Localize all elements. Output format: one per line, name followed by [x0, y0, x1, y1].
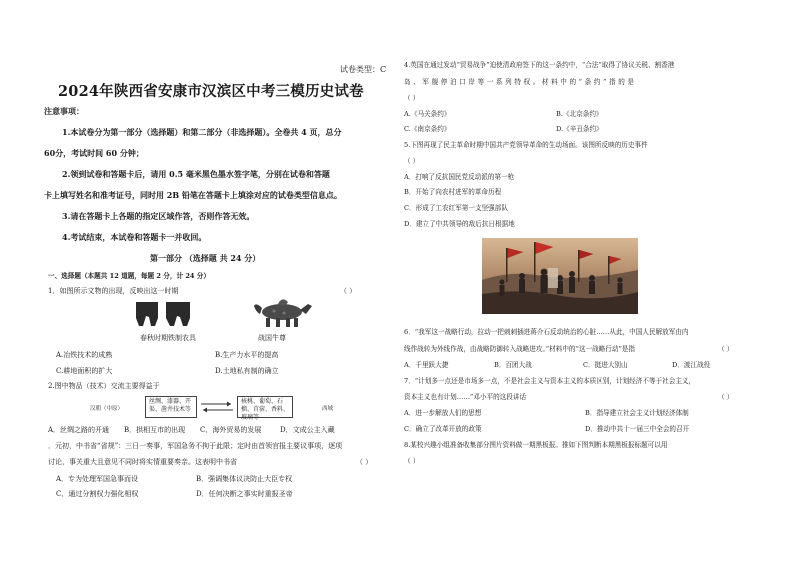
iron-tools-image	[130, 298, 200, 332]
section-heading: 一、选择题（本题共 12 道题，每题 2 分，计 24 分）	[48, 272, 210, 280]
q7-option-c[interactable]: C．确立了改革开放的政策	[404, 425, 482, 433]
q5-option-c[interactable]: C．形成了工农红军第一支坚强部队	[404, 204, 508, 212]
q2-option-c[interactable]: C．海外贸易的发展	[200, 426, 262, 434]
q6-line-2: 线作战转为外线作战，由战略防御转入战略进攻。”材料中的“这一战略行动”是指	[404, 345, 635, 353]
q3-option-c[interactable]: C．通过分割权力强化相权	[56, 490, 139, 498]
q7-option-a[interactable]: A．进一步解放人们的思想	[404, 409, 482, 417]
exam-type-label: 试卷类型：C	[340, 65, 387, 74]
q4-option-c[interactable]: C.《南京条约》	[404, 125, 451, 133]
q2-option-a[interactable]: A．丝绸之路的开通	[48, 426, 110, 434]
note-2a: 2.领到试卷和答题卡后，请用 0.5 毫米黑色墨水签字笔，分别在试卷和答题	[62, 169, 330, 179]
q5-option-d[interactable]: D．建立了中共领导的敌后抗日根据地	[404, 220, 515, 228]
q1-option-d[interactable]: D.土地私有制的确立	[215, 367, 279, 375]
q8-paren: （ ）	[404, 457, 420, 465]
exchange-arrows-icon	[199, 400, 235, 414]
q2-box-right: 核桃、葡萄、石榴、苜蓿、香料、玻璃等	[237, 396, 293, 418]
q5-option-b[interactable]: B．开始了向农村进军的革命历程	[404, 188, 502, 196]
note-2b: 卡上填写姓名和准考证号，同时用 2B 铅笔在答题卡上填涂对应的试卷类型信息点。	[44, 190, 342, 200]
q2-box-left: 丝绸、漆器、开渠、凿井技术等	[145, 396, 197, 418]
note-1a: 1.本试卷分为第一部分（选择题）和第二部分（非选择题）。全卷共 4 页，总分	[62, 127, 342, 137]
q2-option-b[interactable]: B．拱相互市的出现	[124, 426, 186, 434]
q4-paren: （ ）	[404, 94, 420, 102]
note-3: 3.请在答题卡上各题的指定区域作答，否则作答无效。	[62, 211, 255, 221]
q3-option-a[interactable]: A．专为处理军国急事而设	[56, 475, 139, 483]
q6-option-a[interactable]: A．千里跃大捷	[404, 361, 449, 369]
q5-paren: （ ）	[404, 157, 420, 165]
q5-stem: 5.下图再现了民主革命时期中国共产党领导革命的生动场面。该图所反映的历史事件	[404, 141, 648, 149]
q6-line-1: 6．“我军这一战略行动，拉动一把刺刺插进蒋介石反动统治的心脏……从此，中国人民解放军由内	[404, 328, 689, 336]
q6-option-d[interactable]: D．渡江战役	[672, 361, 711, 369]
q2-left-label: 汉朝（中原）	[90, 406, 124, 412]
q1-option-c[interactable]: C.耕地面积的扩大	[56, 367, 113, 375]
q1-caption-left: 春秋时期铁制农具	[140, 334, 196, 342]
q4-option-d[interactable]: D.《辛丑条约》	[556, 125, 603, 133]
q1-paren: （ ）	[340, 287, 357, 295]
q6-paren: （ ）	[718, 345, 734, 353]
q7-option-b[interactable]: B．指导建立社会主义计划经济体制	[585, 409, 689, 417]
q2-stem: 2.图中物品（技术）交流主要得益于	[48, 382, 160, 390]
q3-paren: （ ）	[356, 458, 373, 466]
revolution-painting-image	[482, 238, 638, 314]
q1-caption-right: 战国牛尊	[258, 334, 286, 342]
q6-option-c[interactable]: C．挺进大别山	[583, 361, 628, 369]
q5-option-a[interactable]: A．打响了反抗国民党反动派的第一枪	[404, 173, 515, 181]
notes-heading: 注意事项：	[44, 106, 84, 116]
note-1b: 60分，考试时间 60 分钟；	[44, 148, 144, 158]
q1-stem: 1．如图所示文物的出现，反映出这一时期	[48, 287, 179, 295]
q2-option-d[interactable]: D．文成公主入藏	[280, 426, 335, 434]
q7-line-1: 7．“计划多一点还是市场多一点，不是社会主义与资本主义的本质区别，计划经济不等于社会主义，	[404, 377, 696, 385]
iron-tool-1	[136, 302, 158, 326]
note-4: 4.考试结束，本试卷和答题卡一并收回。	[62, 232, 207, 242]
q3-option-b[interactable]: B．强调集体议决防止大臣专权	[196, 475, 293, 483]
q7-line-2: 资本主义也有计划……”邓小平的这段讲话	[404, 393, 527, 401]
q4-line-2: 岛、军舰停泊口岸等一系列特权。材料中的“条约”指的是	[404, 78, 637, 86]
q1-option-a[interactable]: A.冶铁技术的成熟	[56, 351, 113, 359]
q4-line-1: 4.英国在通过发动“贸易战争”迫使清政府签下的这一条约中，“合法”取得了协议关税、割香港	[404, 61, 675, 69]
q6-option-b[interactable]: B．百团大战	[494, 361, 532, 369]
q4-option-a[interactable]: A.《马关条约》	[404, 110, 451, 118]
page-title: 2024年陕西省安康市汉滨区中考三模历史试卷	[58, 83, 364, 100]
q2-right-label: 西域	[322, 406, 334, 412]
q3-line-1: ．元初，中书省“省规”：三日一奏事，军国急务不拘于此限；定时由首领官报主要议事项，逐项	[48, 442, 343, 450]
q7-option-d[interactable]: D．推动中共十一届三中全会的召开	[585, 425, 690, 433]
iron-tool-2	[166, 302, 190, 326]
q4-option-b[interactable]: B.《北京条约》	[556, 110, 603, 118]
ox-vessel-image	[252, 296, 314, 330]
q8-line-1: 8.某校兴趣小组准备收集部分图片资料做一期黑板报。推如下图判断本期黑板报标题可以用	[404, 441, 668, 449]
q3-option-d[interactable]: D．任何决断之事实时重报圣帝	[196, 490, 293, 498]
q7-paren: （ ）	[718, 393, 734, 401]
part1-heading: 第一部分 （选择题 共 24 分）	[150, 253, 261, 263]
q3-line-2: 讨论，事关重大且意见不同时将实情重要奏亲。这表明中书省	[48, 458, 237, 466]
q1-option-b[interactable]: B.生产力水平的提高	[215, 351, 279, 359]
